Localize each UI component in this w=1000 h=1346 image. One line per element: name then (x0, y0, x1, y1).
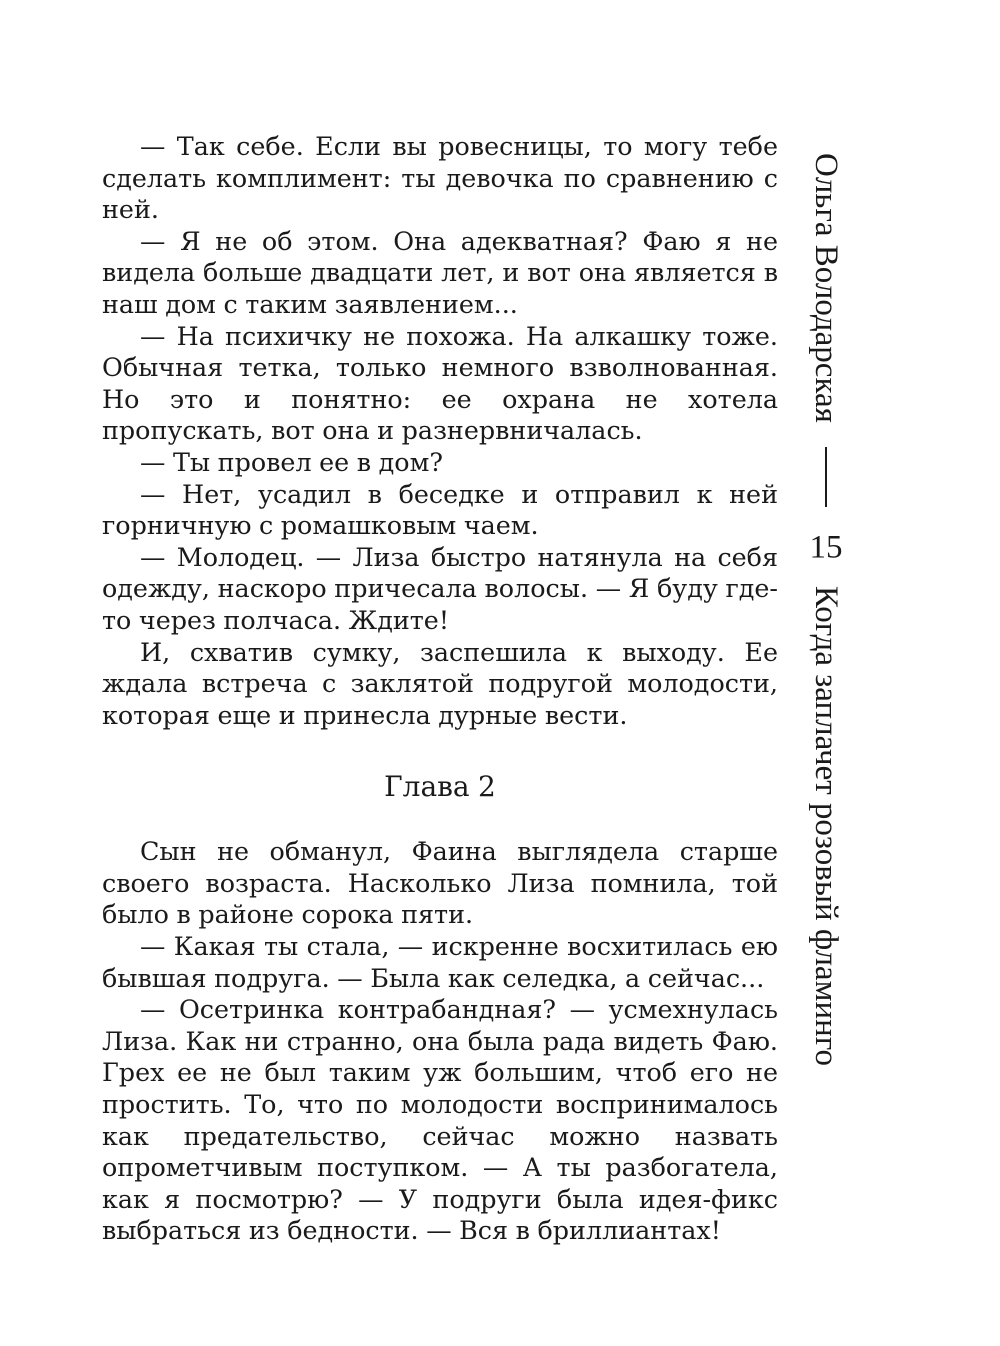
paragraph: — Какая ты стала, — искренне восхитилась ею бывшая подруга. — Была как селедка, а сейчас... (102, 931, 778, 993)
running-head-author: Ольга Володарская (808, 153, 844, 423)
paragraph: — Нет, усадил в беседке и отправил к ней горничную с ромашковым чаем. (102, 478, 778, 541)
running-head-line (806, 153, 846, 1066)
paragraph: — Ты провел ее в дом? (140, 446, 443, 477)
paragraph: — Я не об этом. Она адекватная? Фаю я не видела больше двадцати лет, и вот она является в наш дом с таким заявлением... (102, 225, 778, 319)
paragraph: — Так себе. Если вы ровесницы, то могу тебе сделать комплимент: ты девочка по сравнению с ней. (102, 131, 778, 225)
running-head-separator (825, 447, 827, 507)
paragraph: — На психичку не похожа. На алкашку тоже. Обычная тетка, только немного взволнованная. Но это и понятно: ее охрана не хотела пропускать, вот она и разнервничалась. (102, 320, 778, 446)
page-number: 15 (809, 529, 843, 566)
paragraph: — Осетринка контрабандная? — усмехнулась Лиза. Как ни странно, она была рада видеть Фаю. Грех ее не был таким уж большим, чтоб его не простить. То, что по молодости воспринималось как предательство, сейчас можно назвать опрометчивым поступком. — А ты разбогатела, как я посмотрю? — У подруги была идея-фикс выбраться из бедности. — Вся в бриллиантах! (102, 994, 778, 1246)
paragraph: Сын не обманул, Фаина выглядела старше своего возраста. Насколько Лиза помнила, той было в районе сорока пяти. (102, 836, 778, 930)
paragraph: — Молодец. — Лиза быстро натянула на себя одежду, наскоро причесала волосы. — Я буду где-то через полчаса. Ждите! (102, 541, 778, 635)
paragraph: И, схватив сумку, заспешила к выходу. Ее ждала встреча с заклятой подругой молодости, которая еще и принесла дурные вести. (102, 636, 778, 730)
chapter-title: Глава 2 (384, 770, 496, 804)
body-text (102, 131, 778, 1247)
running-head-book-title: Когда заплачет розовый фламинго (808, 585, 844, 1066)
